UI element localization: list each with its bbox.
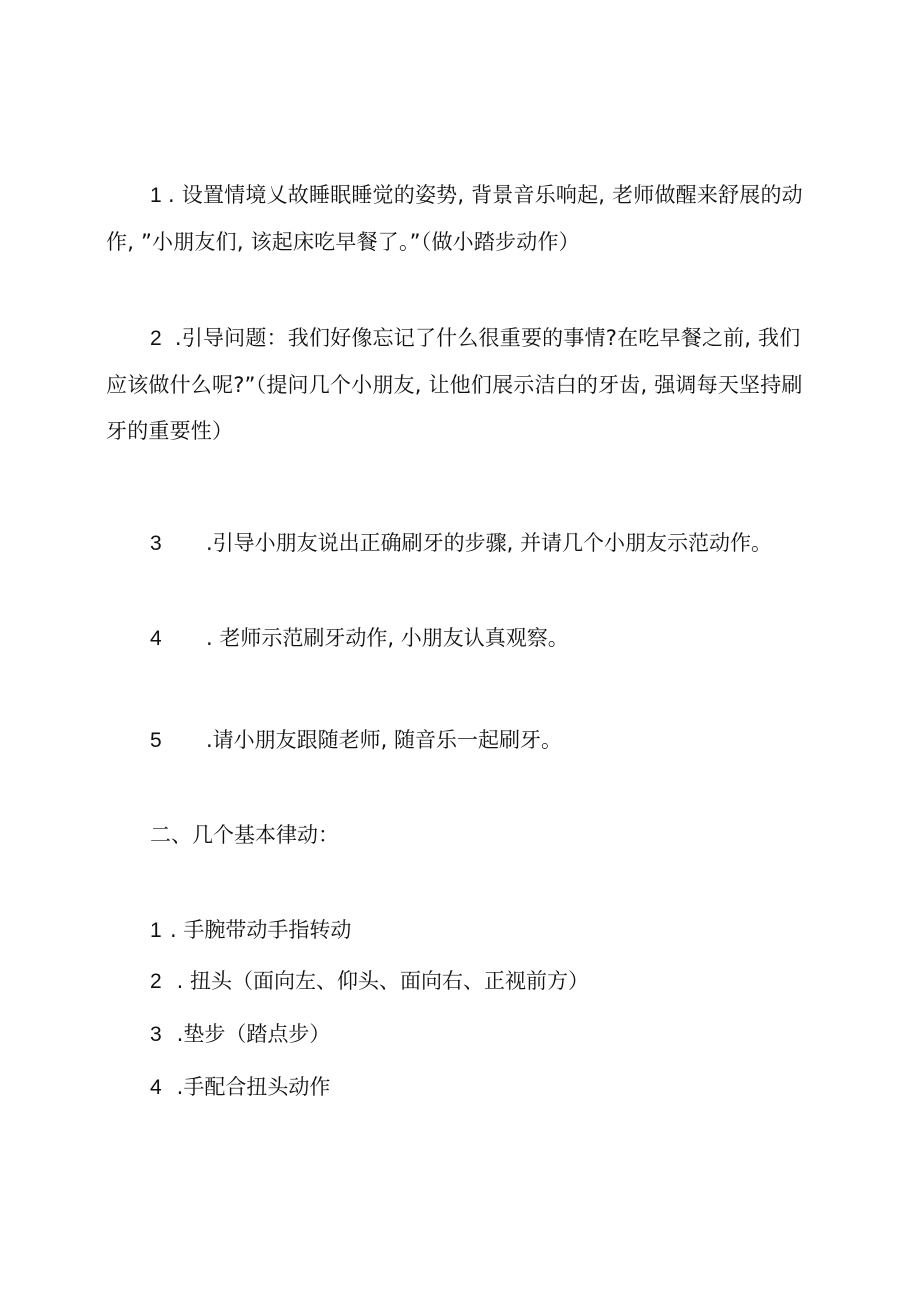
paragraph-text: . 设置情境乂故睡眠睡觉的姿势, 背景音乐响起, 老师做醒来舒展的动作, ”小朋友们, 该起床吃早餐了。”（做小踏步动作） [106, 183, 803, 254]
step-text: .引导小朋友说出正确刷牙的步骤, 并请几个小朋友示范动作。 [206, 531, 773, 555]
step-number: 3 [150, 532, 162, 555]
step-5 [150, 725, 562, 756]
paragraph-1 [106, 172, 816, 265]
paragraph-2 [106, 315, 816, 454]
paragraph-number: 2 [150, 327, 162, 350]
rhythm-text: .手配合扭头动作 [170, 1075, 331, 1099]
step-text: .请小朋友跟随老师, 随音乐一起刷牙。 [206, 728, 563, 752]
step-number: 4 [150, 627, 162, 650]
rhythm-number: 1 [150, 919, 162, 942]
rhythm-number: 3 [150, 1023, 162, 1046]
rhythm-number: 4 [150, 1076, 162, 1099]
rhythm-text: . 手腕带动手指转动 [170, 918, 352, 942]
step-4 [150, 623, 569, 654]
step-number: 5 [150, 729, 162, 752]
rhythm-number: 2 [150, 970, 162, 993]
rhythm-2 [150, 966, 589, 997]
rhythm-3 [150, 1019, 330, 1050]
step-text: . 老师示范刷牙动作, 小朋友认真观察。 [206, 626, 569, 650]
rhythm-1 [150, 915, 351, 946]
section-heading: 二、几个基本律动： [150, 823, 339, 847]
paragraph-number: 1 [150, 184, 162, 207]
rhythm-4 [150, 1072, 330, 1103]
rhythm-text: . 扭头（面向左、仰头、面向右、正视前方） [170, 969, 590, 993]
rhythm-text: .垫步（踏点步） [170, 1022, 331, 1046]
paragraph-text: .引导问题：我们好像忘记了什么很重要的事情?在吃早餐之前, 我们应该做什么呢?”（提问几个小朋友, 让他们展示洁白的牙齿, 强调每天坚持刷牙的重要性） [106, 326, 803, 443]
step-3 [150, 528, 772, 559]
